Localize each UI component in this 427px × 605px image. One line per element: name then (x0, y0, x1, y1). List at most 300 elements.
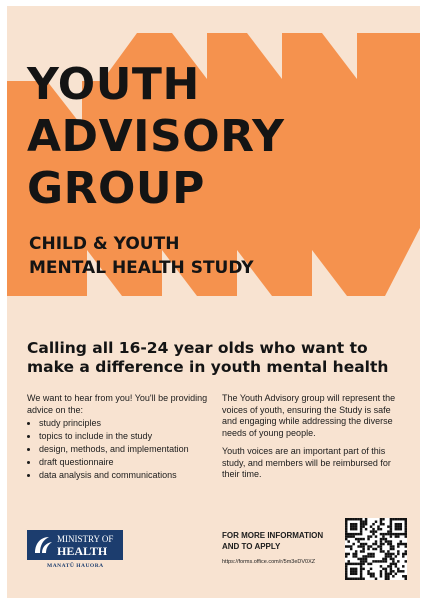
qr-module (382, 535, 384, 537)
qr-module (390, 573, 392, 575)
right-paragraph-2: Youth voices are an important part of this study, and members will be reimbursed for their time. (222, 446, 391, 479)
qr-module (350, 533, 352, 535)
qr-module (347, 540, 349, 542)
qr-module (377, 560, 379, 562)
qr-module (365, 543, 367, 545)
qr-module (402, 518, 404, 520)
logo-tagline: MANATŪ HAUORA (47, 563, 104, 569)
qr-module (390, 568, 392, 570)
qr-module (387, 533, 389, 535)
qr-module (380, 538, 382, 540)
qr-module (405, 575, 407, 577)
qr-module (400, 525, 402, 527)
qr-module (362, 558, 364, 560)
qr-module (345, 523, 347, 525)
qr-module (362, 555, 364, 557)
qr-module (390, 540, 392, 542)
qr-module (392, 545, 394, 547)
qr-module (390, 530, 392, 532)
qr-module (397, 570, 399, 572)
qr-module (390, 533, 392, 535)
qr-module (390, 565, 392, 567)
qr-module (345, 518, 347, 520)
qr-module (400, 543, 402, 545)
qr-module (405, 528, 407, 530)
qr-module (375, 520, 377, 522)
qr-module (402, 533, 404, 535)
qr-module (355, 578, 357, 580)
qr-module (352, 568, 354, 570)
qr-module (390, 563, 392, 565)
qr-module (392, 553, 394, 555)
left-column (27, 393, 217, 483)
qr-module (385, 538, 387, 540)
qr-module (382, 538, 384, 540)
qr-module (397, 528, 399, 530)
qr-module (405, 545, 407, 547)
qr-module (355, 573, 357, 575)
qr-module (355, 568, 357, 570)
qr-module (392, 563, 394, 565)
qr-module (397, 553, 399, 555)
qr-module (387, 550, 389, 552)
qr-module (390, 525, 392, 527)
qr-module (372, 533, 374, 535)
qr-module (385, 560, 387, 562)
qr-module (367, 538, 369, 540)
qr-module (400, 528, 402, 530)
qr-module (352, 573, 354, 575)
qr-module (362, 538, 364, 540)
qr-module (390, 535, 392, 537)
qr-module (372, 575, 374, 577)
qr-module (360, 563, 362, 565)
right-column (222, 393, 407, 488)
qr-module (345, 568, 347, 570)
qr-module (382, 550, 384, 552)
qr-module (357, 563, 359, 565)
qr-module (395, 555, 397, 557)
qr-module (362, 525, 364, 527)
qr-module (395, 573, 397, 575)
qr-module (387, 525, 389, 527)
qr-module (350, 545, 352, 547)
qr-module (405, 530, 407, 532)
qr-module (372, 528, 374, 530)
left-intro: We want to hear from you! You'll be providing advice on the: (27, 393, 208, 415)
qr-module (372, 530, 374, 532)
qr-module (382, 568, 384, 570)
qr-module (377, 545, 379, 547)
qr-module (405, 525, 407, 527)
qr-module (385, 558, 387, 560)
qr-module (347, 553, 349, 555)
qr-module (390, 553, 392, 555)
qr-module (382, 560, 384, 562)
qr-module (362, 545, 364, 547)
qr-module (365, 523, 367, 525)
headline: Calling all 16-24 year olds who want to make a difference in youth mental health (27, 339, 389, 376)
qr-module (355, 570, 357, 572)
qr-module (355, 538, 357, 540)
qr-module (372, 548, 374, 550)
qr-module (355, 553, 357, 555)
qr-module (345, 530, 347, 532)
qr-module (400, 523, 402, 525)
qr-module (360, 573, 362, 575)
qr-module (355, 523, 357, 525)
qr-module (360, 533, 362, 535)
qr-module (387, 540, 389, 542)
qr-module (360, 558, 362, 560)
qr-module (405, 533, 407, 535)
qr-module (385, 533, 387, 535)
qr-module (365, 528, 367, 530)
qr-module (390, 520, 392, 522)
qr-module (405, 543, 407, 545)
qr-module (367, 570, 369, 572)
qr-module (385, 570, 387, 572)
qr-module (395, 518, 397, 520)
qr-module (392, 560, 394, 562)
qr-module (350, 568, 352, 570)
qr-module (355, 528, 357, 530)
qr-module (387, 565, 389, 567)
qr-module (387, 573, 389, 575)
qr-module (362, 523, 364, 525)
qr-module (375, 548, 377, 550)
qr-module (355, 550, 357, 552)
qr-module (355, 563, 357, 565)
qr-module (380, 540, 382, 542)
qr-module (385, 578, 387, 580)
qr-module (362, 520, 364, 522)
right-paragraph-1: The Youth Advisory group will represent the voices of youth, ensuring the Study is safe and engaging while addressing the diverse needs of young people. (222, 393, 396, 438)
qr-module (355, 525, 357, 527)
logo-text-line-2: HEALTH (57, 544, 108, 558)
qr-module (357, 533, 359, 535)
qr-module (375, 540, 377, 542)
qr-module (400, 540, 402, 542)
qr-module (350, 523, 352, 525)
qr-module (360, 518, 362, 520)
qr-module (347, 545, 349, 547)
qr-module (360, 568, 362, 570)
qr-module (390, 523, 392, 525)
qr-module (367, 573, 369, 575)
qr-module (387, 553, 389, 555)
qr-module (362, 560, 364, 562)
qr-module (405, 560, 407, 562)
qr-module (362, 578, 364, 580)
qr-module (360, 578, 362, 580)
qr-module (347, 563, 349, 565)
qr-code-icon[interactable] (345, 518, 407, 580)
qr-module (362, 548, 364, 550)
qr-module (390, 528, 392, 530)
cta-line-2: AND TO APPLY (222, 542, 281, 551)
qr-module (392, 533, 394, 535)
qr-module (357, 518, 359, 520)
qr-module (392, 518, 394, 520)
qr-module (355, 555, 357, 557)
qr-module (372, 555, 374, 557)
qr-module (360, 530, 362, 532)
qr-module (345, 578, 347, 580)
qr-module (385, 555, 387, 557)
qr-module (380, 570, 382, 572)
topic-list (27, 418, 217, 482)
qr-module (387, 575, 389, 577)
qr-module (380, 520, 382, 522)
qr-module (390, 518, 392, 520)
qr-module (405, 520, 407, 522)
subtitle-line-2: MENTAL HEALTH STUDY (29, 258, 254, 278)
qr-module (357, 545, 359, 547)
qr-module (372, 573, 374, 575)
qr-module (352, 533, 354, 535)
qr-module (360, 525, 362, 527)
qr-module (367, 563, 369, 565)
list-item: • draft questionnaire (39, 457, 217, 469)
qr-module (350, 535, 352, 537)
qr-module (355, 518, 357, 520)
ministry-of-health-logo (27, 530, 123, 560)
qr-module (395, 533, 397, 535)
qr-module (360, 550, 362, 552)
title-line-2: ADVISORY (27, 111, 285, 162)
qr-module (380, 523, 382, 525)
qr-module (357, 578, 359, 580)
qr-module (402, 575, 404, 577)
qr-module (380, 543, 382, 545)
qr-module (397, 543, 399, 545)
qr-module (380, 565, 382, 567)
qr-module (345, 545, 347, 547)
qr-module (372, 543, 374, 545)
qr-module (395, 563, 397, 565)
qr-module (365, 518, 367, 520)
qr-module (357, 538, 359, 540)
qr-module (380, 545, 382, 547)
qr-module (392, 570, 394, 572)
qr-module (397, 523, 399, 525)
qr-module (375, 535, 377, 537)
qr-module (387, 530, 389, 532)
qr-module (375, 578, 377, 580)
qr-module (360, 570, 362, 572)
qr-module (397, 525, 399, 527)
qr-module (365, 555, 367, 557)
qr-module (385, 553, 387, 555)
qr-module (362, 568, 364, 570)
qr-module (372, 523, 374, 525)
qr-module (385, 575, 387, 577)
qr-module (345, 553, 347, 555)
qr-module (387, 555, 389, 557)
qr-module (380, 533, 382, 535)
qr-module (377, 525, 379, 527)
title-line-1: YOUTH (27, 59, 200, 110)
list-item: • design, methods, and implementation (39, 444, 217, 456)
qr-module (395, 525, 397, 527)
qr-module (352, 570, 354, 572)
qr-module (350, 573, 352, 575)
qr-module (405, 518, 407, 520)
qr-module (352, 563, 354, 565)
qr-module (345, 565, 347, 567)
qr-module (360, 575, 362, 577)
qr-module (352, 523, 354, 525)
qr-module (352, 555, 354, 557)
qr-module (390, 555, 392, 557)
qr-module (360, 520, 362, 522)
qr-module (360, 545, 362, 547)
qr-module (347, 533, 349, 535)
qr-module (350, 525, 352, 527)
qr-module (370, 568, 372, 570)
qr-module (377, 528, 379, 530)
qr-module (345, 570, 347, 572)
qr-module (400, 518, 402, 520)
qr-module (350, 563, 352, 565)
qr-module (352, 525, 354, 527)
qr-module (402, 553, 404, 555)
qr-module (360, 528, 362, 530)
qr-module (350, 548, 352, 550)
qr-module (362, 543, 364, 545)
qr-module (370, 525, 372, 527)
qr-module (395, 528, 397, 530)
list-item: • study principles (39, 418, 217, 430)
qr-module (360, 523, 362, 525)
qr-module (370, 553, 372, 555)
qr-module (345, 520, 347, 522)
logo-text-line-1: MINISTRY OF (57, 534, 114, 544)
list-item: • data analysis and communications (39, 470, 217, 482)
qr-module (345, 528, 347, 530)
qr-module (352, 518, 354, 520)
qr-module (397, 560, 399, 562)
qr-module (402, 543, 404, 545)
qr-module (367, 553, 369, 555)
qr-module (367, 548, 369, 550)
qr-module (382, 518, 384, 520)
qr-module (345, 535, 347, 537)
qr-module (345, 555, 347, 557)
qr-module (360, 565, 362, 567)
qr-module (382, 533, 384, 535)
qr-module (397, 535, 399, 537)
qr-module (352, 543, 354, 545)
qr-module (360, 560, 362, 562)
qr-module (380, 548, 382, 550)
qr-module (380, 573, 382, 575)
qr-module (347, 578, 349, 580)
qr-module (390, 558, 392, 560)
qr-module (397, 545, 399, 547)
qr-module (395, 565, 397, 567)
qr-module (390, 543, 392, 545)
qr-module (405, 535, 407, 537)
qr-module (362, 563, 364, 565)
qr-module (405, 523, 407, 525)
qr-module (357, 558, 359, 560)
qr-module (345, 538, 347, 540)
qr-module (347, 518, 349, 520)
qr-module (380, 550, 382, 552)
subtitle-line-1: CHILD & YOUTH (29, 234, 180, 254)
qr-module (400, 533, 402, 535)
qr-module (350, 578, 352, 580)
qr-module (350, 518, 352, 520)
qr-module (370, 575, 372, 577)
qr-module (360, 543, 362, 545)
qr-module (375, 543, 377, 545)
qr-module (380, 518, 382, 520)
qr-module (392, 575, 394, 577)
qr-module (395, 535, 397, 537)
qr-module (390, 570, 392, 572)
list-item: • topics to include in the study (39, 431, 217, 443)
qr-module (370, 545, 372, 547)
qr-module (372, 560, 374, 562)
qr-module (347, 560, 349, 562)
qr-module (370, 563, 372, 565)
qr-module (382, 543, 384, 545)
cta-line-1: FOR MORE INFORMATION (222, 531, 324, 540)
qr-module (372, 553, 374, 555)
qr-module (387, 543, 389, 545)
qr-module (375, 560, 377, 562)
qr-module (362, 550, 364, 552)
qr-module (367, 555, 369, 557)
qr-module (345, 575, 347, 577)
qr-module (397, 550, 399, 552)
qr-module (352, 578, 354, 580)
logo-mark-icon (31, 533, 55, 557)
qr-module (345, 525, 347, 527)
qr-module (392, 548, 394, 550)
qr-module (367, 545, 369, 547)
qr-module (352, 528, 354, 530)
qr-module (387, 578, 389, 580)
qr-module (402, 565, 404, 567)
qr-module (380, 560, 382, 562)
qr-module (375, 530, 377, 532)
qr-module (402, 570, 404, 572)
qr-module (392, 558, 394, 560)
qr-module (360, 538, 362, 540)
apply-link[interactable]: https://forms.office.com/r/5m3eDV0XZ (222, 559, 316, 565)
cta-heading (222, 530, 323, 552)
qr-module (357, 540, 359, 542)
qr-module (355, 533, 357, 535)
qr-module (347, 535, 349, 537)
qr-module (350, 528, 352, 530)
qr-module (370, 555, 372, 557)
qr-module (382, 558, 384, 560)
qr-module (370, 530, 372, 532)
qr-module (385, 568, 387, 570)
qr-module (367, 535, 369, 537)
qr-module (365, 520, 367, 522)
qr-module (402, 555, 404, 557)
qr-module (380, 528, 382, 530)
qr-module (365, 558, 367, 560)
qr-module (405, 553, 407, 555)
qr-module (370, 573, 372, 575)
